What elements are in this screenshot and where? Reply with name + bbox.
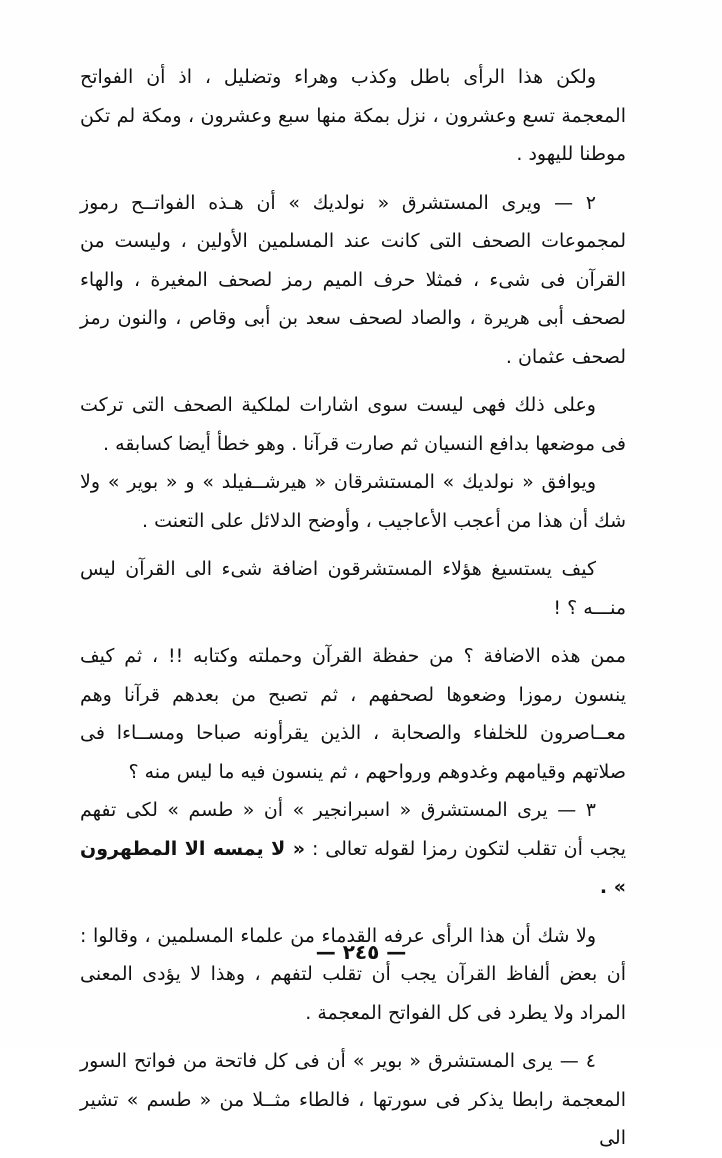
paragraph-noldeke-view: ٢ — ويرى المستشرق « نولديك » أن هـذه الفواتــح رموز لمجموعات الصحف التى كانت عند المسلمين الأولين ، وليست من القرآن فى شىء ، فمثلا حرف الميم رمز لصحف المغيرة ، والهاء لصحف أبى هريرة ، والصاد لصحف سعد بن أبى وقاص ، والنون رمز لصحف عثمان . — [80, 191, 626, 368]
paragraph-scholars-reversal: ولا شك أن هذا الرأى عرفه القدماء من علماء المسلمين ، وقالوا : أن بعض ألفاظ القرآن يجب أن تقلب لتفهم ، وهذا لا يؤدى المعنى المراد ولا يطرد فى كل الفواتح المعجمة . — [80, 924, 626, 1024]
paragraph-who-added: ممن هذه الاضافة ؟ من حفظة القرآن وحملته وكتابه !! ، ثم كيف ينسون رموزا وضعوها لصحفهم ، ثم تصبح من بعدهم قرآنا وهم معــاصرون للخلفاء والصحابة ، الذين يقرأونه صباحا ومســاءا فى صلاتهم وقيامهم وغدوهم ورواحهم ، ثم ينسون فيه ما ليس منه ؟ — [80, 645, 626, 783]
paragraph-how-accept: كيف يستسيغ هؤلاء المستشرقون اضافة شىء الى القرآن ليس منـــه ؟ ! — [80, 558, 626, 619]
paragraph-sprenger-view — [80, 791, 626, 907]
paragraph-hirschfeld-agreement: ويوافق « نولديك » المستشرقان « هيرشــفيلد » و « بوير » ولا شك أن هذا من أعجب الأعاجيب ، وأوضح الدلائل على التعنت . — [80, 471, 626, 532]
paragraph-bauer-view: ٤ — يرى المستشرق « بوير » أن فى كل فاتحة من فواتح السور المعجمة رابطا يذكر فى سورتها ، فالطاء مثــلا من « طسم » تشير الى — [80, 1050, 626, 1149]
paragraph-rebuttal-jews: ولكن هذا الرأى باطل وكذب وهراء وتضليل ، اذ أن الفواتح المعجمة تسع وعشرون ، نزل بمكة منها سبع وعشرون ، ومكة لم تكن موطنا لليهود . — [80, 66, 626, 165]
page-number: — ٢٤٥ — — [315, 940, 407, 964]
sprenger-text: ٣ — يرى المستشرق « اسبرانجير » أن « طسم » لكى تفهم يجب أن تقلب لتكون رمزا لقوله تعالى : — [80, 799, 626, 860]
paragraph-ownership-marks: وعلى ذلك فهى ليست سوى اشارات لملكية الصحف التى تركت فى موضعها بدافع النسيان ثم صارت قرآنا . وهو خطأ أيضا كسابقه . — [80, 394, 626, 455]
quran-quote: « لا يمسه الا المطهرون » . — [80, 837, 626, 898]
body-text — [80, 58, 626, 1158]
